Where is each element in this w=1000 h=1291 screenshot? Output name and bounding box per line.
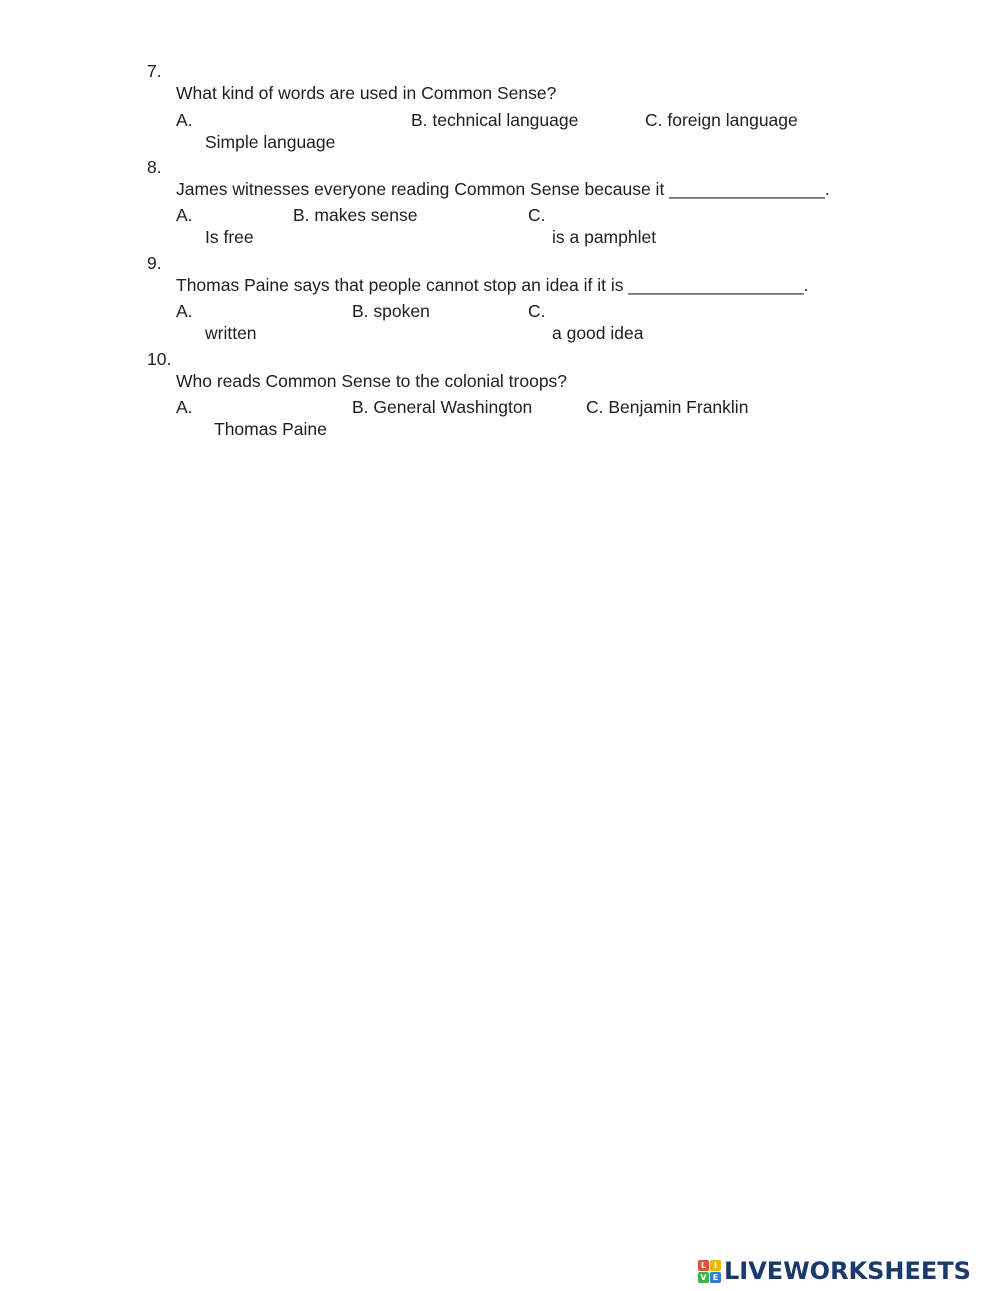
- option-10b: [352, 374, 533, 418]
- option-letter: A.: [176, 397, 193, 417]
- question-text: Thomas Paine says that people cannot stop an idea if it is __________________.: [176, 275, 809, 295]
- option-text: C. foreign language: [645, 110, 798, 130]
- option-7b: [411, 87, 579, 131]
- option-text: a good idea: [552, 323, 644, 343]
- option-text: Thomas Paine: [214, 419, 327, 439]
- option-9b: [352, 278, 430, 322]
- question-text: Who reads Common Sense to the colonial troops?: [176, 371, 568, 391]
- question-7: [147, 38, 557, 104]
- option-letter: A.: [176, 110, 193, 130]
- live-blocks-icon: [698, 1260, 721, 1283]
- option-text: Is free: [205, 227, 254, 247]
- liveworksheets-logo: [698, 1258, 971, 1284]
- option-text: B. spoken: [352, 301, 430, 321]
- question-number: 8.: [147, 157, 162, 177]
- option-10a: [176, 374, 327, 440]
- logo-cell-v: V: [698, 1272, 709, 1283]
- option-10c: [586, 374, 749, 418]
- option-letter: C.: [528, 301, 546, 321]
- option-text: C. Benjamin Franklin: [586, 397, 749, 417]
- question-number: 9.: [147, 253, 162, 273]
- option-letter: A.: [176, 301, 193, 321]
- option-text: B. technical language: [411, 110, 579, 130]
- question-text: What kind of words are used in Common Sense?: [176, 83, 557, 103]
- option-7c: [645, 87, 798, 131]
- logo-cell-e: E: [710, 1272, 721, 1283]
- option-letter: C.: [528, 205, 546, 225]
- option-text: B. General Washington: [352, 397, 533, 417]
- question-number: 7.: [147, 61, 162, 81]
- option-text: B. makes sense: [293, 205, 418, 225]
- option-8a: [176, 182, 254, 248]
- option-text: Simple language: [205, 132, 336, 152]
- option-9c: [528, 278, 644, 344]
- question-number: 10.: [147, 349, 172, 369]
- option-9a: [176, 278, 257, 344]
- option-8c: [528, 182, 657, 248]
- option-7a: [176, 87, 336, 153]
- option-letter: A.: [176, 205, 193, 225]
- option-text: written: [205, 323, 257, 343]
- question-text: James witnesses everyone reading Common Sense because it ________________.: [176, 179, 830, 199]
- logo-cell-l: L: [698, 1260, 709, 1271]
- logo-cell-i: I: [710, 1260, 721, 1271]
- logo-text: LIVEWORKSHEETS: [724, 1257, 971, 1285]
- option-text: is a pamphlet: [552, 227, 657, 247]
- option-8b: [293, 182, 418, 226]
